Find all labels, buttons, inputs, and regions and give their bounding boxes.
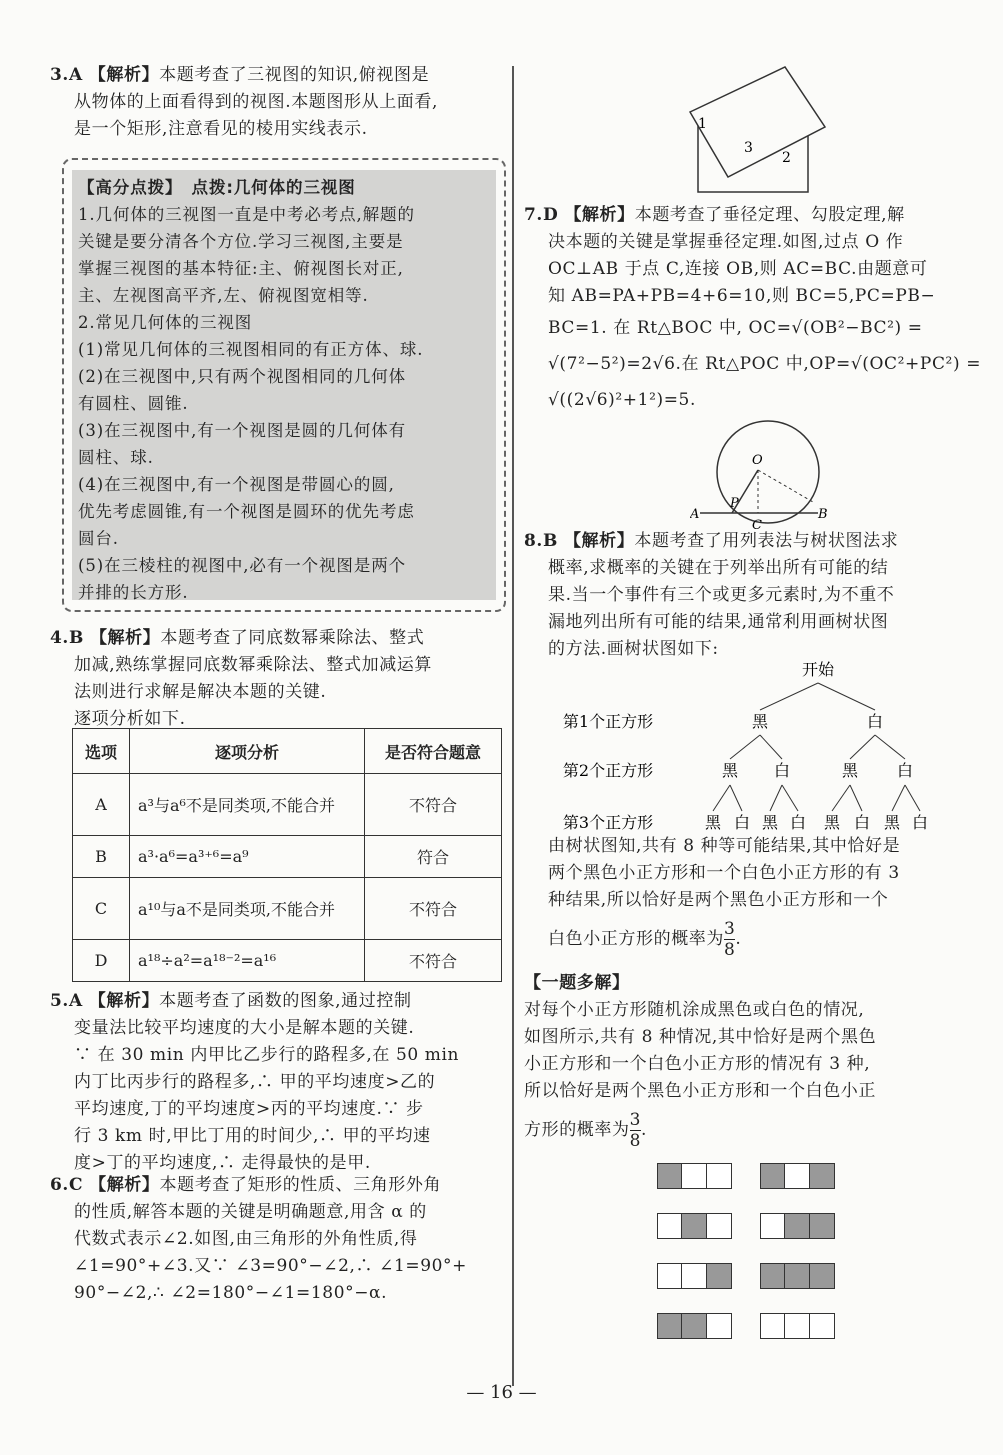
text-line	[50, 988, 510, 1015]
tree-branch	[782, 785, 798, 811]
black-square	[784, 1213, 810, 1239]
text-line	[524, 202, 974, 229]
text-line: 如图所示,共有 8 种情况,其中恰好是两个黑色	[524, 1027, 877, 1047]
table-row	[73, 878, 502, 940]
text-line: 1.几何体的三视图一直是中考必考点,解题的	[78, 205, 415, 224]
column-header: 逐项分析	[130, 729, 365, 774]
tree-branch	[730, 785, 742, 811]
text-line: 是一个矩形,注意看见的棱用实线表示.	[74, 119, 368, 139]
black-square	[760, 1163, 786, 1189]
text-line: 有圆柱、圆锥.	[78, 394, 189, 413]
text-line: 漏地列出所有可能的结果,通常利用画树状图	[548, 612, 889, 632]
color-pattern	[761, 1263, 835, 1289]
circle-figure	[690, 420, 840, 535]
table-cell: 符合	[365, 836, 502, 878]
tip-box	[62, 158, 506, 612]
table-cell: C	[73, 878, 130, 940]
black-square	[681, 1213, 707, 1239]
tree-branch	[850, 735, 875, 759]
text-line: 圆柱、球.	[78, 448, 154, 467]
tree-branch	[730, 735, 760, 759]
analysis-tag: 【解析】	[563, 531, 635, 551]
text-line: 主、左视图高平齐,左、俯视图宽相等.	[78, 286, 369, 305]
text-line: 平均速度,丁的平均速度>丙的平均速度.∵ 步	[74, 1099, 424, 1119]
text-line: 白色小正方形的概率为	[548, 929, 724, 949]
text-line: 本题考查了用列表法与树状图法求	[634, 531, 899, 551]
text-line: (4)在三视图中,有一个视图是带圆心的圆,	[78, 475, 395, 494]
text-line: 行 3 km 时,甲比丁用的时间少,∴ 甲的平均速	[74, 1126, 431, 1146]
tree-level-label: 第2个正方形	[562, 761, 654, 780]
white-square	[784, 1313, 810, 1339]
text-line	[50, 1172, 510, 1199]
tree-node: 白	[866, 712, 884, 731]
white-square	[809, 1313, 835, 1339]
color-pattern	[658, 1163, 732, 1189]
text-line: 法则进行求解是解决本题的关键.	[74, 682, 327, 702]
analysis-tag: 【解析】	[89, 628, 161, 648]
text-line: (2)在三视图中,只有两个视图相同的几何体	[78, 367, 407, 386]
white-square	[657, 1263, 683, 1289]
tree-level-label: 第3个正方形	[562, 813, 654, 832]
tree-branch	[850, 785, 862, 811]
answer-number: 7.D	[524, 205, 559, 225]
text-line: 优先考虑圆锥,有一个视图是圆环的优先考虑	[78, 502, 415, 521]
table-row	[73, 836, 502, 878]
fraction	[724, 919, 735, 960]
tree-diagram	[560, 655, 980, 835]
point-label: C	[752, 518, 762, 533]
text-line: 的性质,解答本题的关键是明确题意,用含 α 的	[74, 1202, 427, 1222]
table-cell: D	[73, 940, 130, 982]
table-cell: a¹⁸÷a²=a¹⁸⁻²=a¹⁶	[130, 940, 365, 982]
table-cell: 不符合	[365, 940, 502, 982]
answer-number: 3.A	[50, 65, 83, 85]
black-square	[809, 1213, 835, 1239]
white-square	[706, 1213, 732, 1239]
text-line: (1)常见几何体的三视图相同的有正方体、球.	[78, 340, 424, 359]
answer-number: 6.C	[50, 1175, 84, 1195]
text-line: 变量法比较平均速度的大小是解本题的关键.	[74, 1018, 415, 1038]
column-header: 是否符合题意	[365, 729, 502, 774]
table-cell: 不符合	[365, 878, 502, 940]
white-square	[681, 1263, 707, 1289]
numerator: 3	[629, 1110, 642, 1130]
table-cell: a³与a⁶不是同类项,不能合并	[130, 774, 365, 836]
tree-node: 黑	[721, 761, 739, 780]
text-line: 度>丁的平均速度,∴ 走得最快的是甲.	[74, 1153, 371, 1173]
denominator: 8	[724, 940, 736, 960]
angle-label: 1	[698, 116, 707, 132]
white-square	[706, 1163, 732, 1189]
text-line: 小正方形和一个白色小正方形的情况有 3 种,	[524, 1054, 871, 1074]
tree-node: 白	[789, 813, 807, 832]
point-label: O	[752, 453, 763, 468]
white-square	[760, 1313, 786, 1339]
tree-branch	[875, 735, 905, 759]
text-line: 概率,求概率的关键在于列举出所有可能的结	[548, 558, 889, 578]
angle-label: 2	[782, 150, 791, 166]
black-square	[760, 1263, 786, 1289]
tip-title: 【高分点拨】 点拨:几何体的三视图	[78, 178, 356, 197]
text-line: 本题考查了函数的图象,通过控制	[159, 991, 412, 1011]
text-line: 种结果,所以恰好是两个黑色小正方形和一个	[548, 890, 889, 910]
text-line: √((2√6)²+1²)=5.	[548, 390, 696, 410]
table-row	[73, 774, 502, 836]
text-line: 2.常见几何体的三视图	[78, 313, 253, 332]
point-label: A	[690, 507, 700, 522]
tree-branch	[818, 683, 875, 710]
tree-level-label: 第1个正方形	[562, 712, 654, 731]
color-pattern	[761, 1313, 835, 1339]
answer-7	[524, 202, 982, 418]
text-line	[524, 528, 974, 555]
color-pattern	[658, 1263, 732, 1289]
analysis-tag: 【解析】	[88, 991, 160, 1011]
answer-8-conclusion	[548, 833, 978, 964]
page-number: — 16 —	[466, 1382, 537, 1403]
analysis-tag: 【解析】	[88, 65, 160, 85]
tree-branch	[892, 785, 905, 811]
column-header: 选项	[73, 729, 130, 774]
text-line: ∵ 在 30 min 内甲比乙步行的路程多,在 50 min	[74, 1045, 460, 1065]
text-line: 所以恰好是两个黑色小正方形和一个白色小正	[524, 1081, 876, 1101]
angle-label: 3	[744, 140, 753, 156]
table-cell: 不符合	[365, 774, 502, 836]
point-label: B	[818, 507, 828, 522]
tree-node: 白	[773, 761, 791, 780]
white-square	[657, 1213, 683, 1239]
black-square	[809, 1263, 835, 1289]
color-pattern	[658, 1213, 732, 1239]
table-cell: B	[73, 836, 130, 878]
text-line: 从物体的上面看得到的视图.本题图形从上面看,	[74, 92, 439, 112]
text-line: 决本题的关键是掌握垂径定理.如图,过点 O 作	[548, 232, 904, 252]
tree-node: 白	[733, 813, 751, 832]
text-line: 果.当一个事件有三个或更多元素时,为不重不	[548, 585, 895, 605]
text-line: ∠1=90°+∠3.又∵ ∠3=90°−∠2,∴ ∠1=90°+	[74, 1256, 467, 1276]
analysis-table	[72, 728, 502, 982]
answer-5	[50, 988, 510, 1177]
text-line: 本题考查了垂径定理、勾股定理,解	[634, 205, 905, 225]
rectangle-figure	[680, 62, 830, 197]
text-line: OC⊥AB 于点 C,连接 OB,则 AC=BC.由题意可	[548, 259, 928, 279]
tree-node: 白	[853, 813, 871, 832]
text-line: 方形的概率为 $\frac{3}{8}$ .	[524, 1110, 648, 1151]
tree-branch	[760, 683, 818, 710]
text-line: 并排的长方形.	[78, 583, 189, 602]
text-line: 方形的概率为	[524, 1120, 630, 1140]
tree-branch	[760, 735, 782, 759]
text-line: 对每个小正方形随机涂成黑色或白色的情况,	[524, 1000, 865, 1020]
tree-branch	[713, 785, 730, 811]
black-square	[657, 1163, 683, 1189]
text-line: 本题考查了同底数幂乘除法、整式	[160, 628, 425, 648]
text-line: √(7²−5²)=2√6.在 Rt△POC 中,OP=√(OC²+PC²) =	[548, 354, 982, 374]
alternative-solution	[524, 970, 974, 1155]
text-line: 两个黑色小正方形和一个白色小正方形的有 3	[548, 863, 900, 883]
white-square	[681, 1163, 707, 1189]
tree-branch	[905, 785, 920, 811]
color-pattern	[761, 1163, 835, 1189]
text-line: 知 AB=PA+PB=4+6=10,则 BC=5,PC=PB−	[548, 286, 936, 306]
table-cell: a¹⁰与a不是同类项,不能合并	[130, 878, 365, 940]
white-square	[706, 1313, 732, 1339]
table-header	[73, 729, 502, 774]
fraction	[630, 1110, 641, 1151]
black-square	[809, 1163, 835, 1189]
tree-branch	[832, 785, 850, 811]
text-line: (5)在三棱柱的视图中,必有一个视图是两个	[78, 556, 407, 575]
answer-6	[50, 1172, 510, 1307]
analysis-tag: 【解析】	[89, 1175, 160, 1195]
white-square	[784, 1163, 810, 1189]
text-line: 本题考查了三视图的知识,俯视图是	[159, 65, 430, 85]
section-title: 【一题多解】	[524, 973, 630, 993]
tree-node: 白	[911, 813, 929, 832]
text-line: 代数式表示∠2.如图,由三角形的外角性质,得	[74, 1229, 418, 1249]
tree-node: 黑	[761, 813, 779, 832]
tree-node: 黑	[823, 813, 841, 832]
tree-node: 白	[896, 761, 914, 780]
text-line: 掌握三视图的基本特征:主、俯视图长对正,	[78, 259, 404, 278]
answer-8	[524, 528, 974, 663]
text-line: BC=1. 在 Rt△BOC 中, OC=√(OB²−BC²) =	[548, 318, 923, 338]
table-cell: a³·a⁶=a³⁺⁶=a⁹	[130, 836, 365, 878]
color-pattern	[658, 1313, 732, 1339]
answer-number: 8.B	[524, 531, 558, 551]
tree-node: 黑	[704, 813, 722, 832]
table-row	[73, 940, 502, 982]
text-line: 加减,熟练掌握同底数幂乘除法、整式加减运算	[74, 655, 433, 675]
text-line: 内丁比丙步行的路程多,∴ 甲的平均速度>乙的	[74, 1072, 436, 1092]
white-square	[760, 1213, 786, 1239]
analysis-tag: 【解析】	[564, 205, 635, 225]
answer-number: 4.B	[50, 628, 84, 648]
text-line: 逐项分析如下.	[74, 709, 186, 729]
tree-node: 黑	[883, 813, 901, 832]
black-square	[681, 1313, 707, 1339]
answer-3	[50, 62, 510, 143]
black-square	[784, 1263, 810, 1289]
text-line: 由树状图知,共有 8 种等可能结果,其中恰好是	[548, 836, 901, 856]
answer-number: 5.A	[50, 991, 83, 1011]
text-line: (3)在三视图中,有一个视图是圆的几何体有	[78, 421, 407, 440]
tree-node: 黑	[751, 712, 769, 731]
answer-4	[50, 625, 510, 733]
text-line: 圆台.	[78, 529, 119, 548]
numerator: 3	[724, 919, 736, 939]
tree-root: 开始	[801, 660, 835, 679]
column-divider	[512, 66, 514, 1386]
text-line: 白色小正方形的概率为 $\frac{3}{8}$ .	[548, 919, 742, 960]
text-line: 90°−∠2,∴ ∠2=180°−∠1=180°−α.	[74, 1283, 388, 1303]
tree-branch	[770, 785, 782, 811]
tree-node: 黑	[841, 761, 859, 780]
denominator: 8	[629, 1131, 642, 1151]
text-line: 关键是要分清各个方位.学习三视图,主要是	[78, 232, 404, 251]
point-label: P	[730, 496, 739, 511]
black-square	[706, 1263, 732, 1289]
color-pattern	[761, 1213, 835, 1239]
black-square	[657, 1313, 683, 1339]
text-line: 的方法.画树状图如下:	[548, 639, 719, 659]
text-line: 本题考查了矩形的性质、三角形外角	[159, 1175, 442, 1195]
table-cell: A	[73, 774, 130, 836]
